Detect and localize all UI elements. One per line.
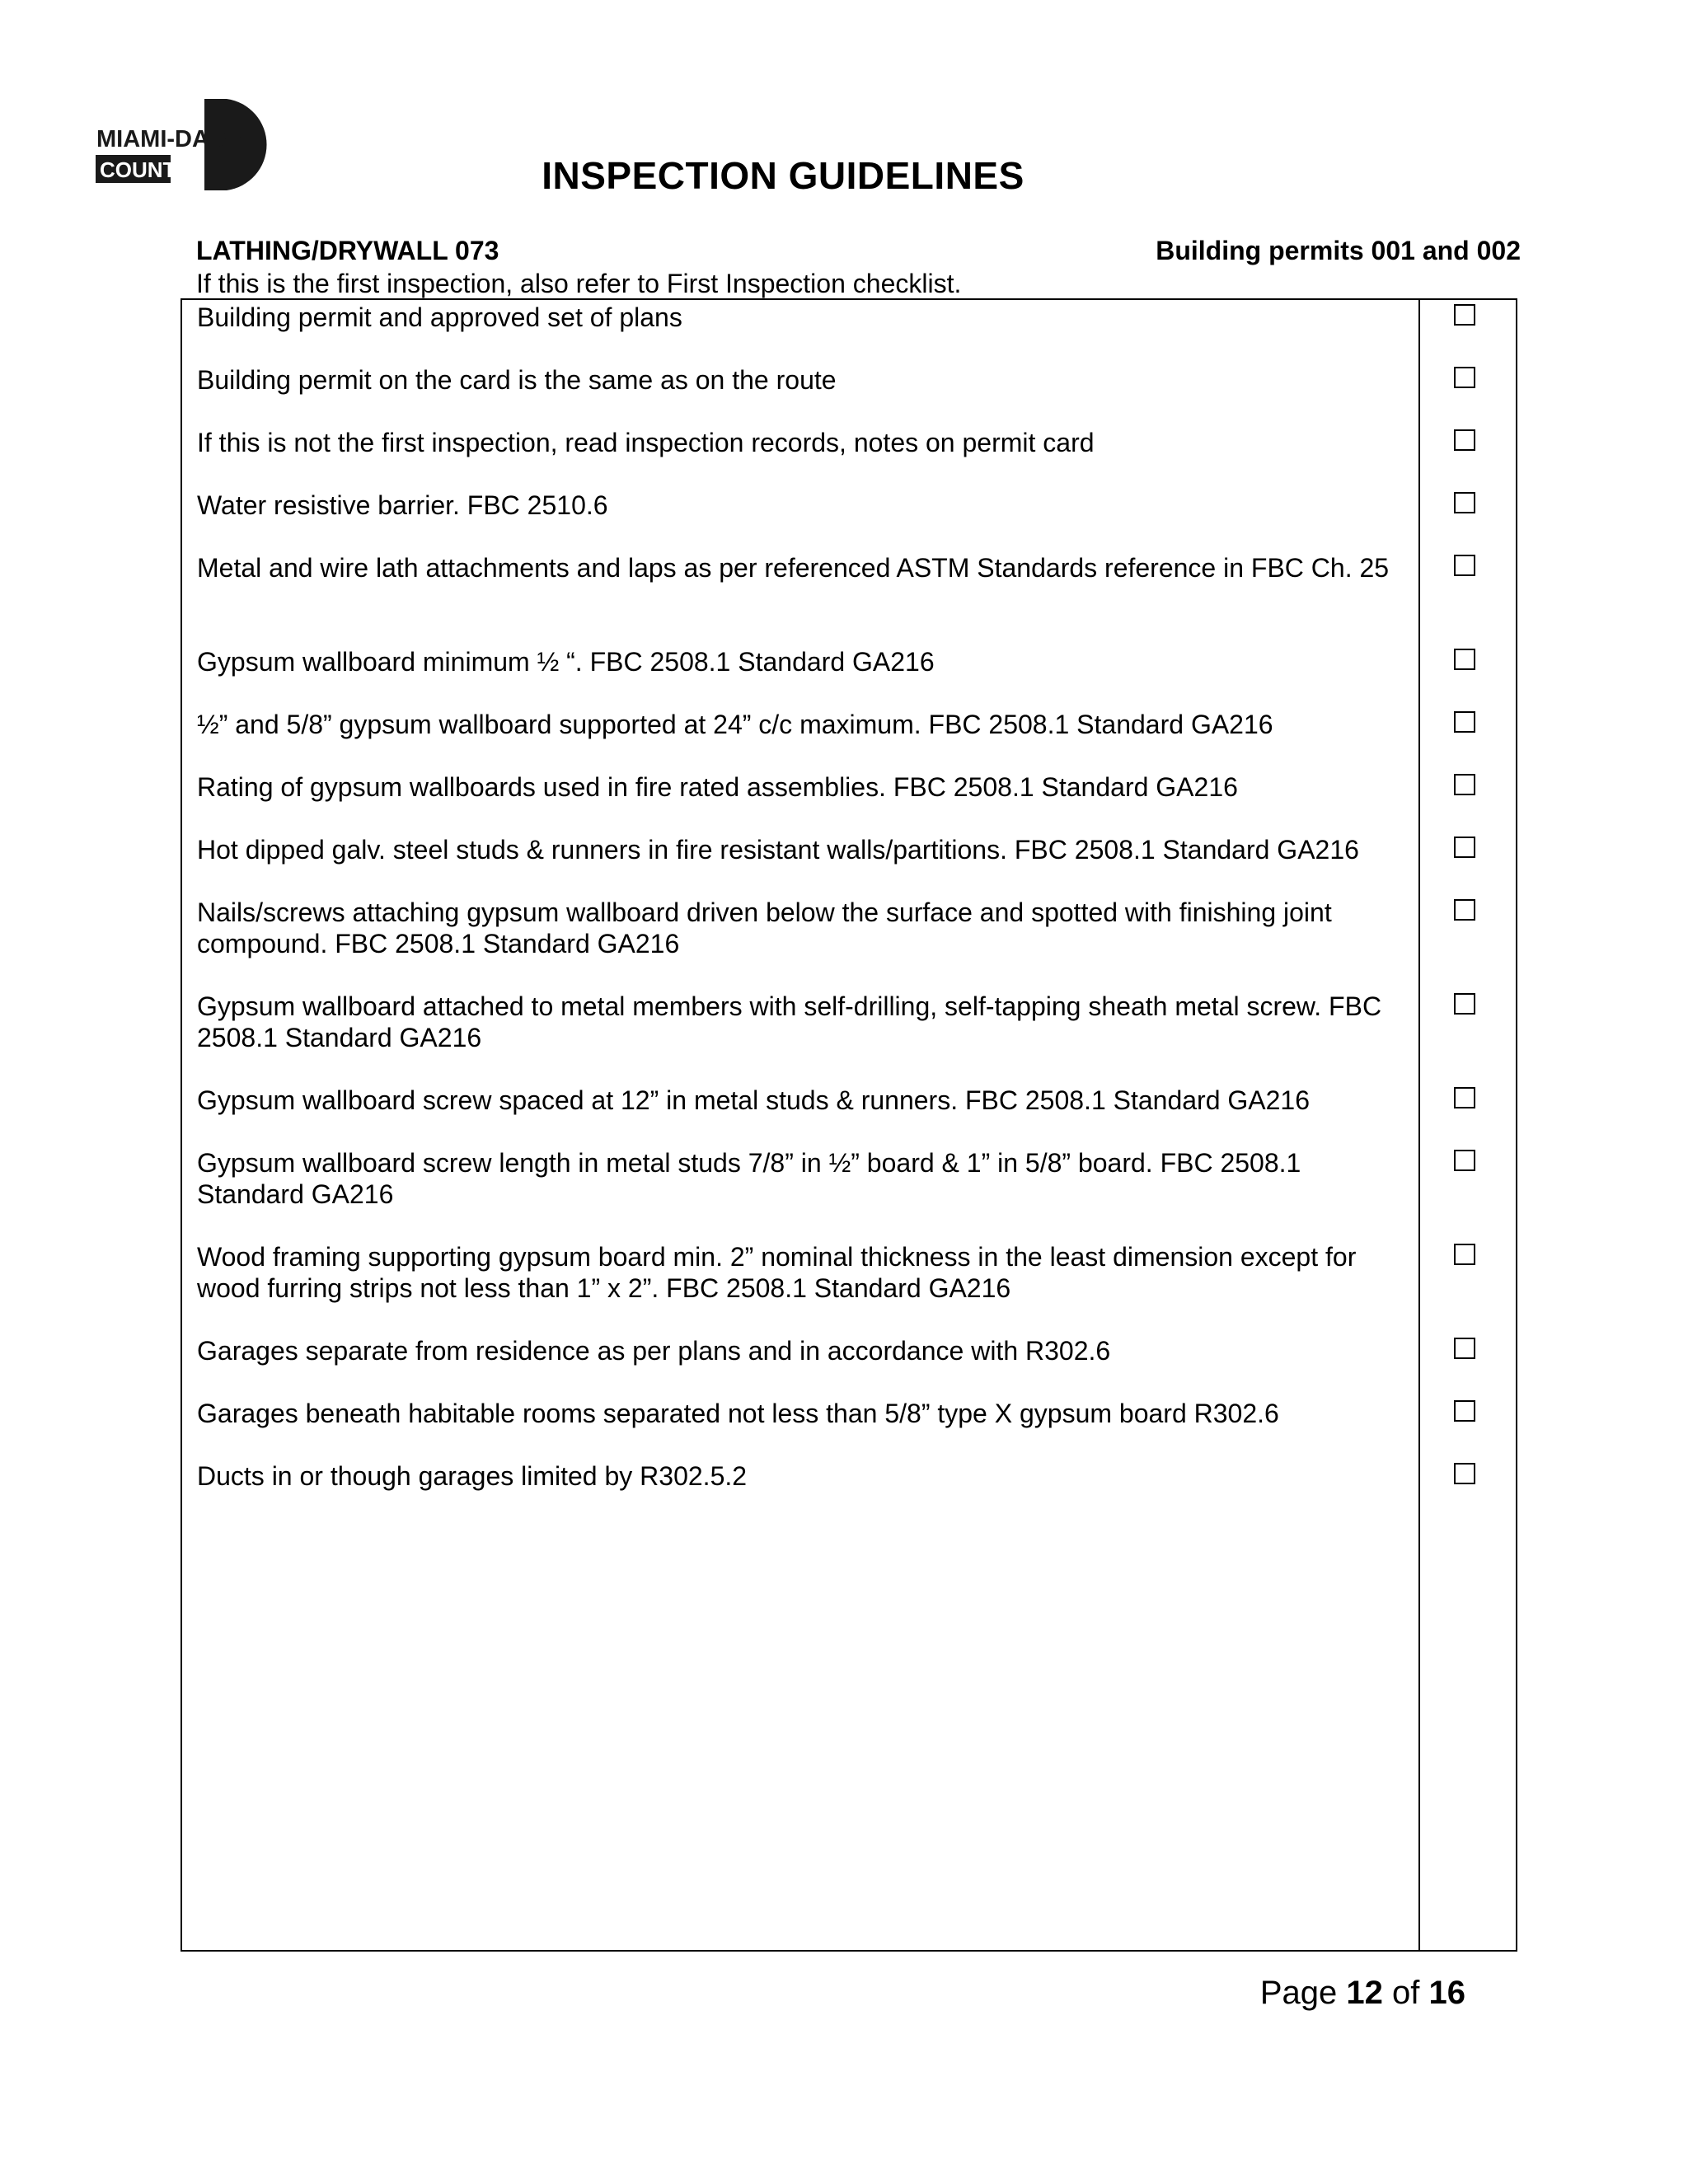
checklist-row (182, 1240, 1517, 1333)
page-title: INSPECTION GUIDELINES (542, 154, 1025, 197)
page-of: of (1392, 1975, 1420, 2011)
checklist-row (182, 707, 1517, 770)
checklist-item-text: ½” and 5/8” gypsum wallboard supported at 24” c/c maximum. FBC 2508.1 Standard GA216 (197, 710, 1273, 739)
intro-note: If this is the first inspection, also refer to First Inspection checklist. (196, 269, 962, 298)
checklist-row (182, 1146, 1517, 1240)
checklist-item-text: Nails/screws attaching gypsum wallboard driven below the surface and spotted with finishing joint compound. FBC 2508.1 Standard GA216 (197, 898, 1332, 958)
checklist-row (182, 770, 1517, 832)
checklist-item-text: Hot dipped galv. steel studs & runners in fire resistant walls/partitions. FBC 2508.1 Standard GA216 (197, 835, 1359, 865)
checklist-item-text: Ducts in or though garages limited by R302.5.2 (197, 1461, 748, 1491)
checklist-checkbox[interactable] (1454, 1463, 1475, 1484)
checklist-row (182, 989, 1517, 1083)
checklist-row (182, 832, 1517, 895)
checklist-item-text: Building permit on the card is the same as on the route (197, 365, 837, 395)
checklist-item-text: Building permit and approved set of plans (197, 302, 682, 332)
checklist-checkbox[interactable] (1454, 649, 1475, 670)
checklist-item-text: Gypsum wallboard attached to metal members with self-drilling, self-tapping sheath metal screw. FBC 2508.1 Standard GA216 (197, 991, 1382, 1052)
checklist-checkbox[interactable] (1454, 555, 1475, 576)
checklist-row (182, 1396, 1517, 1459)
checklist-checkbox[interactable] (1454, 993, 1475, 1015)
checklist-item-text: Gypsum wallboard screw spaced at 12” in metal studs & runners. FBC 2508.1 Standard GA216 (197, 1085, 1311, 1115)
checklist-item-text: Rating of gypsum wallboards used in fire rated assemblies. FBC 2508.1 Standard GA216 (197, 772, 1238, 802)
checklist-row (182, 1459, 1517, 1521)
checklist-item-text: Gypsum wallboard screw length in metal studs 7/8” in ½” board & 1” in 5/8” board. FBC 2508.1 Standard GA216 (197, 1148, 1301, 1209)
section-heading: LATHING/DRYWALL 073 (196, 236, 499, 265)
checklist-row (182, 644, 1517, 707)
checklist-item-text: Wood framing supporting gypsum board min. 2” nominal thickness in the least dimension except for wood furring strips not less than 1” x 2”. FBC 2508.1 Standard GA216 (197, 1242, 1357, 1303)
checklist-checkbox[interactable] (1454, 1150, 1475, 1171)
checklist-item-text: Metal and wire lath attachments and laps as per referenced ASTM Standards reference in FBC Ch. 25 (197, 553, 1390, 583)
checklist-checkbox[interactable] (1454, 899, 1475, 921)
checklist-row (182, 300, 1517, 363)
permits-heading: Building permits 001 and 002 (1156, 236, 1521, 265)
checklist-item-text: Garages beneath habitable rooms separated not less than 5/8” type X gypsum board R302.6 (197, 1399, 1279, 1428)
checklist-checkbox[interactable] (1454, 1400, 1475, 1422)
checklist-item-text: Garages separate from residence as per plans and in accordance with R302.6 (197, 1336, 1111, 1366)
checklist-checkbox[interactable] (1454, 367, 1475, 388)
checklist-checkbox[interactable] (1454, 1087, 1475, 1108)
checklist-checkbox[interactable] (1454, 1244, 1475, 1265)
page-number (1260, 1975, 1465, 2012)
page-total: 16 (1428, 1975, 1465, 2011)
page-current: 12 (1346, 1975, 1383, 2011)
checklist-row (182, 488, 1517, 551)
checklist-row (182, 895, 1517, 989)
checklist-row (182, 425, 1517, 488)
checklist-item-text: Water resistive barrier. FBC 2510.6 (197, 490, 608, 520)
checklist-checkbox[interactable] (1454, 1338, 1475, 1359)
checklist-row (182, 1083, 1517, 1146)
checklist-item-text: If this is not the first inspection, read inspection records, notes on permit card (197, 428, 1095, 457)
checklist-checkbox[interactable] (1454, 304, 1475, 326)
checklist-checkbox[interactable] (1454, 711, 1475, 733)
checklist-row (182, 1333, 1517, 1396)
checklist-checkbox[interactable] (1454, 492, 1475, 513)
checklist-checkbox[interactable] (1454, 837, 1475, 858)
checklist-row (182, 363, 1517, 425)
page-prefix: Page (1259, 1975, 1338, 2011)
logo-line1: MIAMI-DADE (96, 126, 243, 152)
inspection-checklist (181, 298, 1517, 1952)
checklist-checkbox[interactable] (1454, 429, 1475, 451)
checklist-row (182, 551, 1517, 644)
checklist-item-text: Gypsum wallboard minimum ½ “. FBC 2508.1 Standard GA216 (197, 647, 935, 677)
checklist-checkbox[interactable] (1454, 774, 1475, 795)
logo-line2: COUNTY (100, 157, 190, 182)
